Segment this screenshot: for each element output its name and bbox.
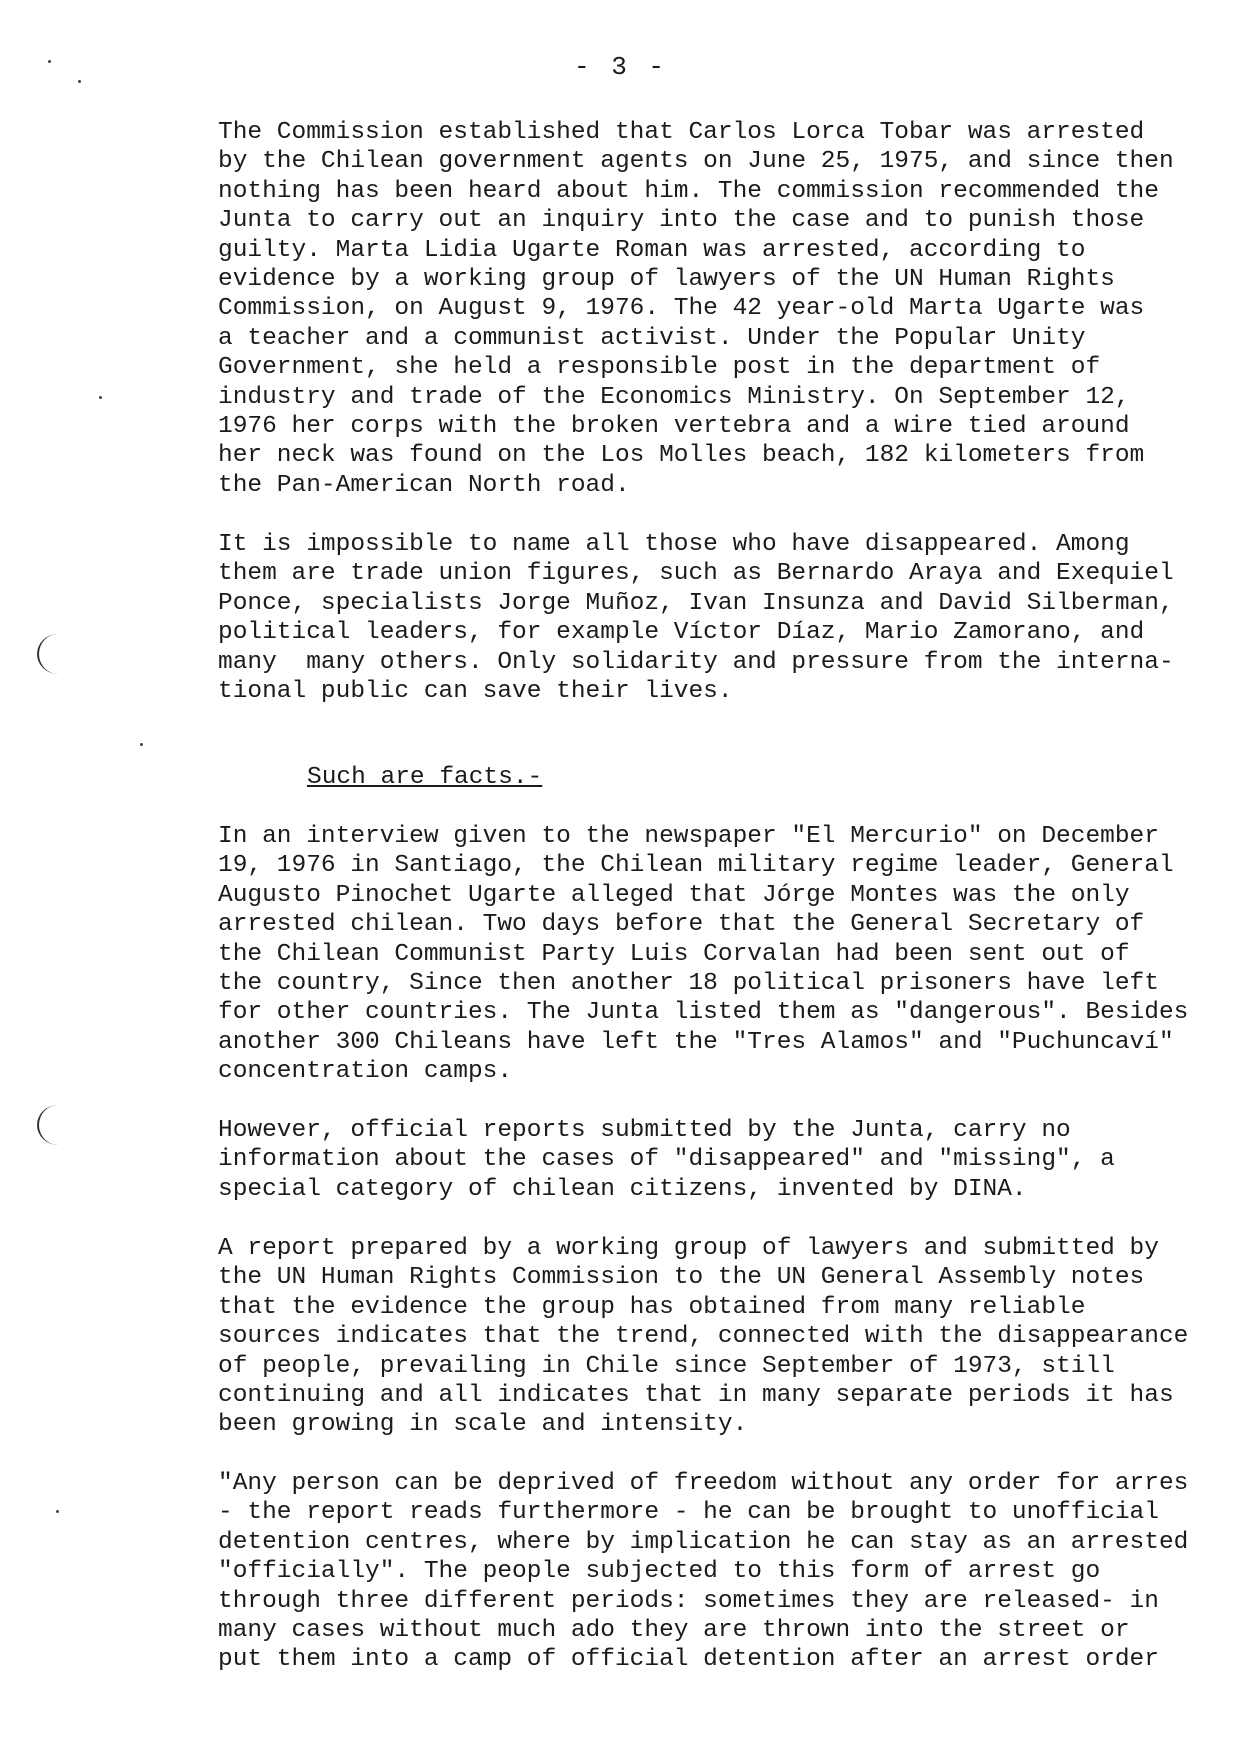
scan-speck [56,1510,59,1513]
scan-speck [48,60,51,63]
text-line: a teacher and a communist activist. Under the Popular Unity [218,324,1086,352]
text-line: "officially". The people subjected to this form of arrest go [218,1558,1101,1586]
text-line: In an interview given to the newspaper "El Mercurio" on December [218,823,1159,850]
text-line: concentration camps. [218,1058,513,1086]
hole-punch-top [37,634,79,674]
text-line: that the evidence the group has obtained from many reliable [218,1293,1086,1321]
text-line: A report prepared by a working group of lawyers and submitted by [218,1235,1159,1262]
text-line: evidence by a working group of lawyers of the UN Human Rights [218,266,1115,294]
text-line: Commission, on August 9, 1976. The 42 year-old Marta Ugarte was [218,295,1145,323]
text-line: put them into a camp of official detention after an arrest order [218,1646,1159,1674]
text-line: tional public can save their lives. [218,678,733,706]
scan-speck [78,80,81,83]
text-line: "Any person can be deprived of freedom without any order for arres [218,1470,1189,1497]
text-line: the Pan-American North road. [218,471,630,499]
text-line: continuing and all indicates that in many separate periods it has [218,1382,1174,1410]
text-line: industry and trade of the Economics Ministry. On September 12, [218,383,1130,411]
text-line: through three different periods: sometimes they are released- in [218,1587,1159,1615]
scan-speck [140,743,143,746]
text-line: The Commission established that Carlos Lorca Tobar was arrested [218,119,1145,146]
text-line: detention centres, where by implication he can stay as an arrested [218,1528,1189,1556]
text-line: arrested chilean. Two days before that the General Secretary of [218,911,1145,939]
text-line: many cases without much ado they are thrown into the street or [218,1617,1130,1645]
text-line: 19, 1976 in Santiago, the Chilean military regime leader, General [218,852,1174,880]
text-line: been growing in scale and intensity. [218,1411,748,1439]
text-line: information about the cases of "disappeared" and "missing", a [218,1146,1115,1174]
text-line: Augusto Pinochet Ugarte alleged that Jórge Montes was the only [218,881,1130,909]
paragraph-official-reports [218,1116,1218,1204]
text-line: them are trade union figures, such as Bernardo Araya and Exequiel [218,560,1174,588]
text-line: her neck was found on the Los Molles beach, 182 kilometers from [218,442,1145,470]
text-line: the UN Human Rights Commission to the UN General Assembly notes [218,1264,1145,1292]
page-number: - 3 - [573,52,667,82]
text-line: special category of chilean citizens, invented by DINA. [218,1175,1027,1203]
text-line: Ponce, specialists Jorge Muñoz, Ivan Insunza and David Silberman, [218,589,1174,617]
text-line: another 300 Chileans have left the "Tres Alamos" and "Puchuncaví" [218,1028,1174,1056]
hole-punch-bottom [37,1105,79,1145]
paragraph-un-report [218,1234,1218,1440]
text-line: the country, Since then another 18 political prisoners have left [218,970,1159,998]
text-line: Junta to carry out an inquiry into the case and to punish those [218,207,1145,235]
text-line: political leaders, for example Víctor Díaz, Mario Zamorano, and [218,619,1145,647]
text-line: of people, prevailing in Chile since September of 1973, still [218,1352,1115,1380]
text-line: the Chilean Communist Party Luis Corvalan had been sent out of [218,940,1130,968]
text-line: It is impossible to name all those who have disappeared. Among [218,531,1130,558]
text-line: nothing has been heard about him. The commission recommended the [218,177,1159,205]
paragraph-carlos-lorca-tobar [218,118,1218,500]
text-line: many many others. Only solidarity and pressure from the interna- [218,648,1174,676]
paragraph-report-quote [218,1469,1218,1675]
text-line: by the Chilean government agents on June 25, 1975, and since then [218,148,1174,176]
text-line: 1976 her corps with the broken vertebra and a wire tied around [218,413,1130,441]
paragraph-el-mercurio [218,822,1218,1087]
paragraph-disappeared [218,530,1218,706]
text-line: - the report reads furthermore - he can be brought to unofficial [218,1499,1159,1527]
text-line: sources indicates that the trend, connected with the disappearance [218,1323,1189,1351]
text-line: However, official reports submitted by the Junta, carry no [218,1117,1071,1144]
section-heading: Such are facts.- [307,764,543,791]
text-line: for other countries. The Junta listed them as "dangerous". Besides [218,999,1189,1027]
text-line: Government, she held a responsible post in the department of [218,354,1101,382]
scan-speck [99,396,102,399]
text-line: guilty. Marta Lidia Ugarte Roman was arrested, according to [218,236,1086,264]
